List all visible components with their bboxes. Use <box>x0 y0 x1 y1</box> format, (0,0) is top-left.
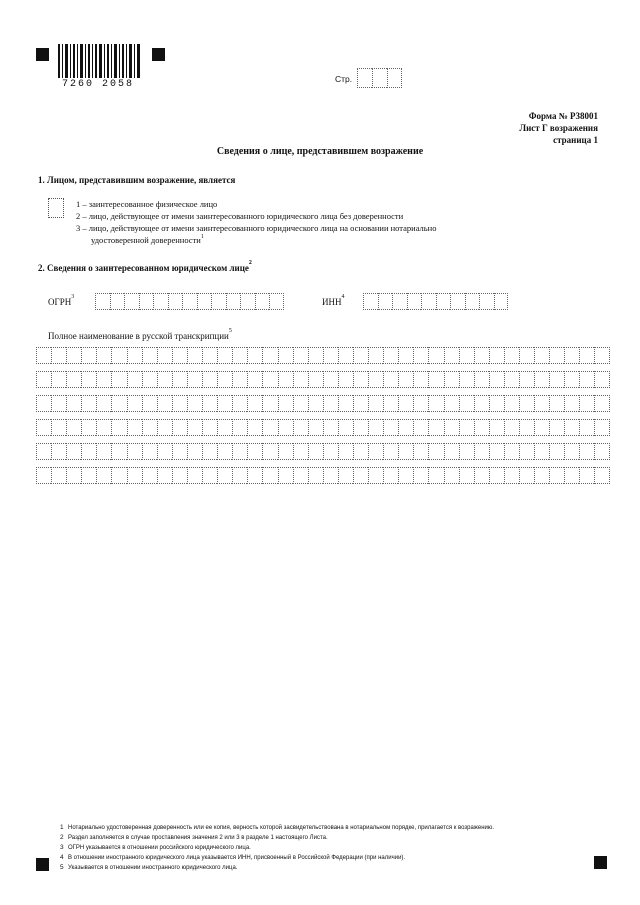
name-cell[interactable] <box>323 419 338 436</box>
name-cell[interactable] <box>96 419 111 436</box>
name-cell[interactable] <box>172 443 187 460</box>
name-cell[interactable] <box>459 467 474 484</box>
footnote-ref-1: 1 <box>200 234 204 240</box>
footnote-5-number: 5 <box>60 864 64 871</box>
name-cell[interactable] <box>262 371 277 388</box>
name-cell[interactable] <box>51 419 66 436</box>
name-cell[interactable] <box>308 443 323 460</box>
name-cell[interactable] <box>217 371 232 388</box>
name-cell[interactable] <box>142 371 157 388</box>
name-cell[interactable] <box>202 347 217 364</box>
name-cell[interactable] <box>579 371 594 388</box>
name-cell[interactable] <box>36 347 51 364</box>
name-cell[interactable] <box>142 347 157 364</box>
name-cell[interactable] <box>353 371 368 388</box>
name-cell[interactable] <box>383 443 398 460</box>
name-cell[interactable] <box>127 371 142 388</box>
name-cell[interactable] <box>247 395 262 412</box>
sheet-label: Лист Г возражения <box>519 123 598 133</box>
sheet-page: страница 1 <box>553 135 598 145</box>
footnote-1 <box>60 824 494 832</box>
section1-choice-cell[interactable] <box>48 198 64 218</box>
name-cell[interactable] <box>338 347 353 364</box>
name-cell[interactable] <box>504 467 519 484</box>
name-cell[interactable] <box>142 419 157 436</box>
section2-heading-text: 2. Сведения о заинтересованном юридическом лице <box>38 263 249 273</box>
name-cell[interactable] <box>96 347 111 364</box>
name-cell[interactable] <box>308 371 323 388</box>
name-cell[interactable] <box>368 395 383 412</box>
name-cell[interactable] <box>579 467 594 484</box>
name-cell[interactable] <box>474 443 489 460</box>
name-cell[interactable] <box>247 467 262 484</box>
name-cell[interactable] <box>202 443 217 460</box>
name-cell[interactable] <box>111 395 126 412</box>
name-cell[interactable] <box>444 467 459 484</box>
name-cell[interactable] <box>534 467 549 484</box>
footnote-2 <box>60 834 328 842</box>
name-cell[interactable] <box>217 395 232 412</box>
name-cell[interactable] <box>187 419 202 436</box>
name-cell[interactable] <box>444 419 459 436</box>
name-cell[interactable] <box>262 443 277 460</box>
name-cell[interactable] <box>157 419 172 436</box>
name-cell[interactable] <box>247 419 262 436</box>
name-cell[interactable] <box>459 443 474 460</box>
name-cell[interactable] <box>157 467 172 484</box>
name-cell[interactable] <box>232 347 247 364</box>
name-cell[interactable] <box>323 371 338 388</box>
name-cell[interactable] <box>564 443 579 460</box>
name-cell[interactable] <box>338 443 353 460</box>
name-cell[interactable] <box>519 347 534 364</box>
name-cell[interactable] <box>278 443 293 460</box>
name-cell[interactable] <box>172 395 187 412</box>
name-cell[interactable] <box>519 395 534 412</box>
footnote-4-text: В отношении иностранного юридического лица указывается ИНН, присвоенный в Российской Федерации (при наличии). <box>68 855 406 861</box>
name-cell[interactable] <box>262 395 277 412</box>
name-cell[interactable] <box>428 467 443 484</box>
name-cell[interactable] <box>293 443 308 460</box>
name-cell[interactable] <box>549 371 564 388</box>
name-cell[interactable] <box>444 395 459 412</box>
name-cell[interactable] <box>444 347 459 364</box>
name-cell[interactable] <box>564 371 579 388</box>
name-cell[interactable] <box>81 371 96 388</box>
name-cell[interactable] <box>232 395 247 412</box>
name-cell[interactable] <box>127 419 142 436</box>
section1-option-3: 3 – лицо, действующее от имени заинтересованного юридического лица на основании нотариально <box>76 223 437 233</box>
page-label: Стр. <box>335 74 353 84</box>
inn-label <box>322 294 345 307</box>
name-cell[interactable] <box>413 467 428 484</box>
name-cell[interactable] <box>564 347 579 364</box>
name-cell[interactable] <box>202 371 217 388</box>
name-cell[interactable] <box>413 443 428 460</box>
name-cell[interactable] <box>96 443 111 460</box>
name-cell[interactable] <box>474 467 489 484</box>
name-cell[interactable] <box>353 347 368 364</box>
name-cell[interactable] <box>564 467 579 484</box>
name-cell[interactable] <box>353 419 368 436</box>
name-cell[interactable] <box>217 419 232 436</box>
name-cell[interactable] <box>202 395 217 412</box>
name-cell[interactable] <box>262 419 277 436</box>
corner-marker-top-right <box>152 48 165 61</box>
name-cell[interactable] <box>594 371 609 388</box>
name-cell[interactable] <box>247 443 262 460</box>
name-cell[interactable] <box>187 467 202 484</box>
name-cell[interactable] <box>157 371 172 388</box>
name-cell[interactable] <box>81 443 96 460</box>
name-cell[interactable] <box>594 443 609 460</box>
inn-field[interactable] <box>363 293 508 310</box>
name-cell[interactable] <box>534 371 549 388</box>
name-cell[interactable] <box>549 395 564 412</box>
name-cell[interactable] <box>534 395 549 412</box>
name-cell[interactable] <box>474 371 489 388</box>
name-cell[interactable] <box>428 371 443 388</box>
name-cell[interactable] <box>172 347 187 364</box>
name-cell[interactable] <box>323 443 338 460</box>
footnote-1-text: Нотариально удостоверенная доверенность или ее копия, верность которой засвидетельствована в нотариальном порядке, прилагается к возражению. <box>68 825 495 831</box>
name-row-4[interactable] <box>36 419 610 436</box>
name-cell[interactable] <box>413 371 428 388</box>
footnote-ref-4: 4 <box>341 294 345 300</box>
name-cell[interactable] <box>579 395 594 412</box>
form-header <box>519 110 598 146</box>
name-cell[interactable] <box>489 395 504 412</box>
footnote-4-number: 4 <box>60 854 64 861</box>
name-cell[interactable] <box>232 467 247 484</box>
barcode-number: 7260 2058 <box>62 79 135 90</box>
section2-heading <box>38 260 252 273</box>
form-number: Форма № Р38001 <box>528 111 598 121</box>
name-cell[interactable] <box>308 419 323 436</box>
footnote-3-number: 3 <box>60 844 64 851</box>
name-cell[interactable] <box>278 347 293 364</box>
section1-option-3-cont-text: удостоверенной доверенности <box>91 235 201 245</box>
name-cell[interactable] <box>278 467 293 484</box>
name-cell[interactable] <box>398 371 413 388</box>
name-cell[interactable] <box>504 419 519 436</box>
name-cell[interactable] <box>187 395 202 412</box>
name-cell[interactable] <box>368 443 383 460</box>
name-cell[interactable] <box>428 347 443 364</box>
name-cell[interactable] <box>413 347 428 364</box>
name-cell[interactable] <box>81 419 96 436</box>
footnote-ref-5: 5 <box>228 328 232 334</box>
name-cell[interactable] <box>338 371 353 388</box>
name-cell[interactable] <box>142 467 157 484</box>
name-cell[interactable] <box>293 419 308 436</box>
name-cell[interactable] <box>504 443 519 460</box>
name-cell[interactable] <box>323 395 338 412</box>
name-cell[interactable] <box>127 443 142 460</box>
name-cell[interactable] <box>564 395 579 412</box>
name-cell[interactable] <box>594 347 609 364</box>
name-cell[interactable] <box>353 395 368 412</box>
corner-marker-bottom-left <box>36 858 49 871</box>
name-cell[interactable] <box>111 419 126 436</box>
name-cell[interactable] <box>519 419 534 436</box>
name-cell[interactable] <box>368 347 383 364</box>
name-cell[interactable] <box>96 467 111 484</box>
name-cell[interactable] <box>459 371 474 388</box>
name-cell[interactable] <box>474 395 489 412</box>
name-cell[interactable] <box>594 395 609 412</box>
footnote-4 <box>60 854 405 862</box>
name-cell[interactable] <box>36 395 51 412</box>
name-cell[interactable] <box>202 419 217 436</box>
name-cell[interactable] <box>338 419 353 436</box>
name-cell[interactable] <box>489 419 504 436</box>
name-row-5[interactable] <box>36 443 610 460</box>
name-cell[interactable] <box>368 371 383 388</box>
name-cell[interactable] <box>579 443 594 460</box>
section1-option-3-cont <box>91 235 204 246</box>
name-cell[interactable] <box>398 419 413 436</box>
name-cell[interactable] <box>96 395 111 412</box>
name-cell[interactable] <box>127 467 142 484</box>
name-cell[interactable] <box>66 371 81 388</box>
name-cell[interactable] <box>172 419 187 436</box>
name-cell[interactable] <box>247 371 262 388</box>
name-cell[interactable] <box>383 371 398 388</box>
name-cell[interactable] <box>66 395 81 412</box>
name-cell[interactable] <box>247 347 262 364</box>
name-cell[interactable] <box>579 419 594 436</box>
page-number-cells[interactable] <box>357 68 402 85</box>
name-cell[interactable] <box>549 467 564 484</box>
page-title: Сведения о лице, представившем возражение <box>216 146 424 157</box>
name-cell[interactable] <box>504 395 519 412</box>
name-cell[interactable] <box>187 347 202 364</box>
footnote-1-number: 1 <box>60 824 64 831</box>
name-cell[interactable] <box>549 443 564 460</box>
section1-option-2: 2 – лицо, действующее от имени заинтересованного юридического лица без доверенности <box>76 211 404 221</box>
name-cell[interactable] <box>428 395 443 412</box>
name-cell[interactable] <box>353 443 368 460</box>
name-cell[interactable] <box>157 395 172 412</box>
name-cell[interactable] <box>398 347 413 364</box>
name-cell[interactable] <box>81 395 96 412</box>
name-cell[interactable] <box>353 467 368 484</box>
name-cell[interactable] <box>338 395 353 412</box>
name-cell[interactable] <box>489 347 504 364</box>
name-cell[interactable] <box>81 347 96 364</box>
footnote-ref-3: 3 <box>71 294 75 300</box>
name-cell[interactable] <box>127 395 142 412</box>
name-cell[interactable] <box>308 467 323 484</box>
name-cell[interactable] <box>383 395 398 412</box>
name-cell[interactable] <box>398 395 413 412</box>
name-row-2[interactable] <box>36 371 610 388</box>
name-cell[interactable] <box>36 443 51 460</box>
name-cell[interactable] <box>459 419 474 436</box>
name-cell[interactable] <box>51 395 66 412</box>
name-cell[interactable] <box>338 467 353 484</box>
name-cell[interactable] <box>413 419 428 436</box>
inn-label-text: ИНН <box>322 297 342 307</box>
name-cell[interactable] <box>187 443 202 460</box>
name-cell[interactable] <box>444 443 459 460</box>
name-cell[interactable] <box>594 467 609 484</box>
name-cell[interactable] <box>519 443 534 460</box>
name-cell[interactable] <box>564 419 579 436</box>
name-cell[interactable] <box>293 467 308 484</box>
name-cell[interactable] <box>489 371 504 388</box>
name-cell[interactable] <box>51 347 66 364</box>
name-cell[interactable] <box>308 347 323 364</box>
corner-marker-top-left <box>36 48 49 61</box>
name-cell[interactable] <box>428 443 443 460</box>
name-cell[interactable] <box>383 467 398 484</box>
ogrn-label-text: ОГРН <box>48 297 72 307</box>
name-cell[interactable] <box>383 347 398 364</box>
name-cell[interactable] <box>96 371 111 388</box>
name-cell[interactable] <box>519 371 534 388</box>
name-cell[interactable] <box>504 371 519 388</box>
section1-option-1: 1 – заинтересованное физическое лицо <box>76 199 218 209</box>
name-cell[interactable] <box>398 467 413 484</box>
name-cell[interactable] <box>66 347 81 364</box>
name-cell[interactable] <box>383 419 398 436</box>
name-cell[interactable] <box>549 419 564 436</box>
name-cell[interactable] <box>217 443 232 460</box>
name-cell[interactable] <box>142 443 157 460</box>
name-cell[interactable] <box>594 419 609 436</box>
name-cell[interactable] <box>187 371 202 388</box>
name-row-1[interactable] <box>36 347 610 364</box>
name-cell[interactable] <box>81 467 96 484</box>
name-cell[interactable] <box>51 443 66 460</box>
name-cell[interactable] <box>579 347 594 364</box>
name-cell[interactable] <box>549 347 564 364</box>
name-cell[interactable] <box>293 395 308 412</box>
footnote-5-text: Указывается в отношении иностранного юридического лица. <box>68 865 238 871</box>
name-cell[interactable] <box>157 443 172 460</box>
name-cell[interactable] <box>534 419 549 436</box>
footnote-3 <box>60 844 251 852</box>
name-cell[interactable] <box>428 419 443 436</box>
footnote-5 <box>60 864 237 872</box>
name-cell[interactable] <box>519 467 534 484</box>
name-cell[interactable] <box>111 371 126 388</box>
corner-marker-bottom-right <box>594 856 607 869</box>
name-cell[interactable] <box>232 443 247 460</box>
name-cell[interactable] <box>323 347 338 364</box>
name-cell[interactable] <box>323 467 338 484</box>
name-cell[interactable] <box>489 443 504 460</box>
name-cell[interactable] <box>262 347 277 364</box>
name-cell[interactable] <box>111 347 126 364</box>
name-cell[interactable] <box>504 347 519 364</box>
name-cell[interactable] <box>459 347 474 364</box>
name-cell[interactable] <box>278 419 293 436</box>
name-cell[interactable] <box>36 371 51 388</box>
name-cell[interactable] <box>66 419 81 436</box>
name-cell[interactable] <box>474 347 489 364</box>
footnote-3-text: ОГРН указывается в отношении российского юридического лица. <box>68 845 251 851</box>
name-cell[interactable] <box>262 467 277 484</box>
full-name-label <box>48 328 232 341</box>
name-cell[interactable] <box>172 371 187 388</box>
name-cell[interactable] <box>172 467 187 484</box>
footnote-2-number: 2 <box>60 834 64 841</box>
name-cell[interactable] <box>217 467 232 484</box>
full-name-label-text: Полное наименование в русской транскрипции <box>48 331 229 341</box>
name-cell[interactable] <box>534 347 549 364</box>
name-cell[interactable] <box>232 419 247 436</box>
name-cell[interactable] <box>111 467 126 484</box>
name-cell[interactable] <box>474 419 489 436</box>
name-cell[interactable] <box>36 467 51 484</box>
name-cell[interactable] <box>51 371 66 388</box>
ogrn-label <box>48 294 75 307</box>
name-cell[interactable] <box>157 347 172 364</box>
name-cell[interactable] <box>293 347 308 364</box>
name-cell[interactable] <box>293 371 308 388</box>
name-cell[interactable] <box>36 419 51 436</box>
name-row-6[interactable] <box>36 467 610 484</box>
name-cell[interactable] <box>368 419 383 436</box>
name-cell[interactable] <box>308 395 323 412</box>
name-cell[interactable] <box>111 443 126 460</box>
name-cell[interactable] <box>534 443 549 460</box>
name-cell[interactable] <box>278 371 293 388</box>
section1-heading: 1. Лицом, представившим возражение, является <box>38 175 236 185</box>
name-cell[interactable] <box>459 395 474 412</box>
name-row-3[interactable] <box>36 395 610 412</box>
name-cell[interactable] <box>489 467 504 484</box>
name-cell[interactable] <box>368 467 383 484</box>
name-cell[interactable] <box>444 371 459 388</box>
name-cell[interactable] <box>398 443 413 460</box>
name-cell[interactable] <box>413 395 428 412</box>
name-cell[interactable] <box>66 443 81 460</box>
name-cell[interactable] <box>127 347 142 364</box>
name-cell[interactable] <box>51 467 66 484</box>
ogrn-field[interactable] <box>95 293 284 310</box>
name-cell[interactable] <box>66 467 81 484</box>
name-cell[interactable] <box>217 347 232 364</box>
footnote-2-text: Раздел заполняется в случае проставления значения 2 или 3 в разделе 1 настоящего Листа. <box>68 835 328 841</box>
name-cell[interactable] <box>202 467 217 484</box>
barcode <box>58 44 140 78</box>
name-cell[interactable] <box>278 395 293 412</box>
name-cell[interactable] <box>142 395 157 412</box>
footnote-ref-2: 2 <box>248 260 252 266</box>
name-cell[interactable] <box>232 371 247 388</box>
